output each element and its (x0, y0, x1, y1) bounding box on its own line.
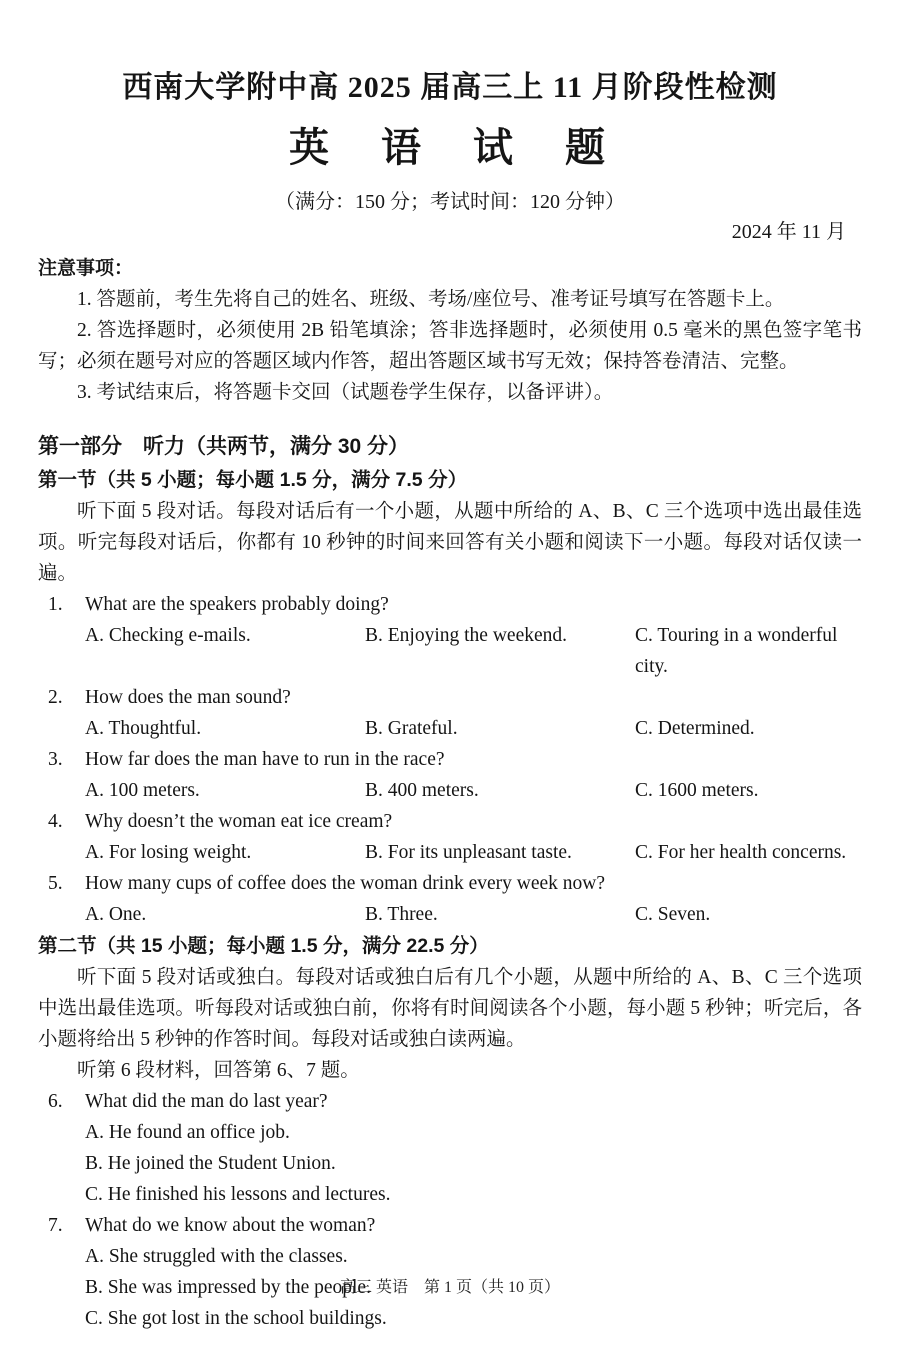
option-a: A. She struggled with the classes. (85, 1246, 348, 1267)
question-number: 1. (48, 594, 63, 615)
option-b: B. Grateful. (365, 718, 458, 739)
option-c: C. He finished his lessons and lectures. (85, 1184, 391, 1205)
question-text: What did the man do last year? (85, 1091, 328, 1112)
question-number: 2. (48, 687, 63, 708)
option-b: B. She was impressed by the people. (85, 1277, 371, 1298)
option-b: B. Enjoying the weekend. (365, 625, 567, 646)
section2-material-note: 听第 6 段材料，回答第 6、7 题。 (77, 1060, 360, 1081)
question-number: 3. (48, 749, 63, 770)
option-c: C. Touring in a wonderful city. (635, 625, 838, 677)
option-b: B. Three. (365, 904, 438, 925)
question-text: What are the speakers probably doing? (85, 594, 389, 615)
option-a: A. He found an office job. (85, 1122, 290, 1143)
question-number: 4. (48, 811, 63, 832)
notice-item: 3. 考试结束后，将答题卡交回（试题卷学生保存，以备评讲）。 (77, 382, 614, 403)
exam-date: 2024 年 11 月 (731, 221, 846, 243)
section1-instructions: 听下面 5 段对话。每段对话后有一个小题，从题中所给的 A、B、C 三个选项中选出最佳选项。听完每段对话后，你都有 10 秒钟的时间来回答有关小题和阅读下一小题。每段对话仅读一遍。 (38, 501, 862, 584)
options-row (38, 713, 862, 744)
notice-item: 2. 答选择题时，必须使用 2B 铅笔填涂；答非选择题时，必须使用 0.5 毫米的黑色签字笔书写；必须在题号对应的答题区域内作答，超出答题区域书写无效；保持答卷清洁、完整。 (38, 320, 862, 372)
option-c: C. For her health concerns. (635, 842, 847, 863)
option-a: A. 100 meters. (85, 780, 200, 801)
section2-instructions: 听下面 5 段对话或独白。每段对话或独白后有几个小题，从题中所给的 A、B、C 三个选项中选出最佳选项。听每段对话或独白前，你将有时间阅读各个小题，每小题 5 秒钟；听完后，各小题将给出 5 秒钟的作答时间。每段对话或独白读两遍。 (38, 967, 862, 1050)
option-c: C. Determined. (635, 718, 755, 739)
question-number: 5. (48, 873, 63, 894)
options-row (38, 620, 862, 682)
question-text: How does the man sound? (85, 687, 291, 708)
question-2 (38, 682, 862, 744)
exam-title: 西南大学附中高 2025 届高三上 11 月阶段性检测 (122, 71, 778, 104)
option-a: A. Thoughtful. (85, 718, 202, 739)
page-footer: 高三 英语 第 1 页（共 10 页） (339, 1279, 560, 1296)
section2-heading: 第二节（共 15 小题；每小题 1.5 分，满分 22.5 分） (38, 935, 489, 957)
option-b: B. 400 meters. (365, 780, 479, 801)
section1-heading: 第一节（共 5 小题；每小题 1.5 分，满分 7.5 分） (38, 469, 468, 491)
option-c: C. Seven. (635, 904, 711, 925)
question-5 (38, 868, 862, 930)
option-b: B. He joined the Student Union. (85, 1153, 336, 1174)
notice-item: 1. 答题前，考生先将自己的姓名、班级、考场/座位号、准考证号填写在答题卡上。 (77, 289, 785, 310)
question-1 (38, 589, 862, 682)
exam-subject: 英 语 试 题 (289, 125, 611, 170)
question-text: What do we know about the woman? (85, 1215, 376, 1236)
part1-heading: 第一部分 听力（共两节，满分 30 分） (38, 435, 410, 458)
option-c: C. She got lost in the school buildings. (85, 1308, 387, 1329)
question-4 (38, 806, 862, 868)
option-a: A. For losing weight. (85, 842, 252, 863)
option-b: B. For its unpleasant taste. (365, 842, 572, 863)
option-a: A. One. (85, 904, 147, 925)
question-7 (38, 1210, 862, 1334)
option-c: C. 1600 meters. (635, 780, 759, 801)
question-text: Why doesn’t the woman eat ice cream? (85, 811, 393, 832)
question-number: 7. (48, 1215, 63, 1236)
notice-heading: 注意事项： (38, 258, 134, 279)
question-text: How far does the man have to run in the race? (85, 749, 445, 770)
options-row (38, 837, 862, 868)
question-3 (38, 744, 862, 806)
question-6 (38, 1086, 862, 1210)
question-text: How many cups of coffee does the woman drink every week now? (85, 873, 606, 894)
notice-section (38, 253, 862, 408)
option-a: A. Checking e-mails. (85, 625, 251, 646)
options-row (38, 775, 862, 806)
options-stack (38, 1117, 862, 1210)
exam-meta: （满分：150 分；考试时间：120 分钟） (275, 191, 625, 213)
options-row (38, 899, 862, 930)
question-number: 6. (48, 1091, 63, 1112)
